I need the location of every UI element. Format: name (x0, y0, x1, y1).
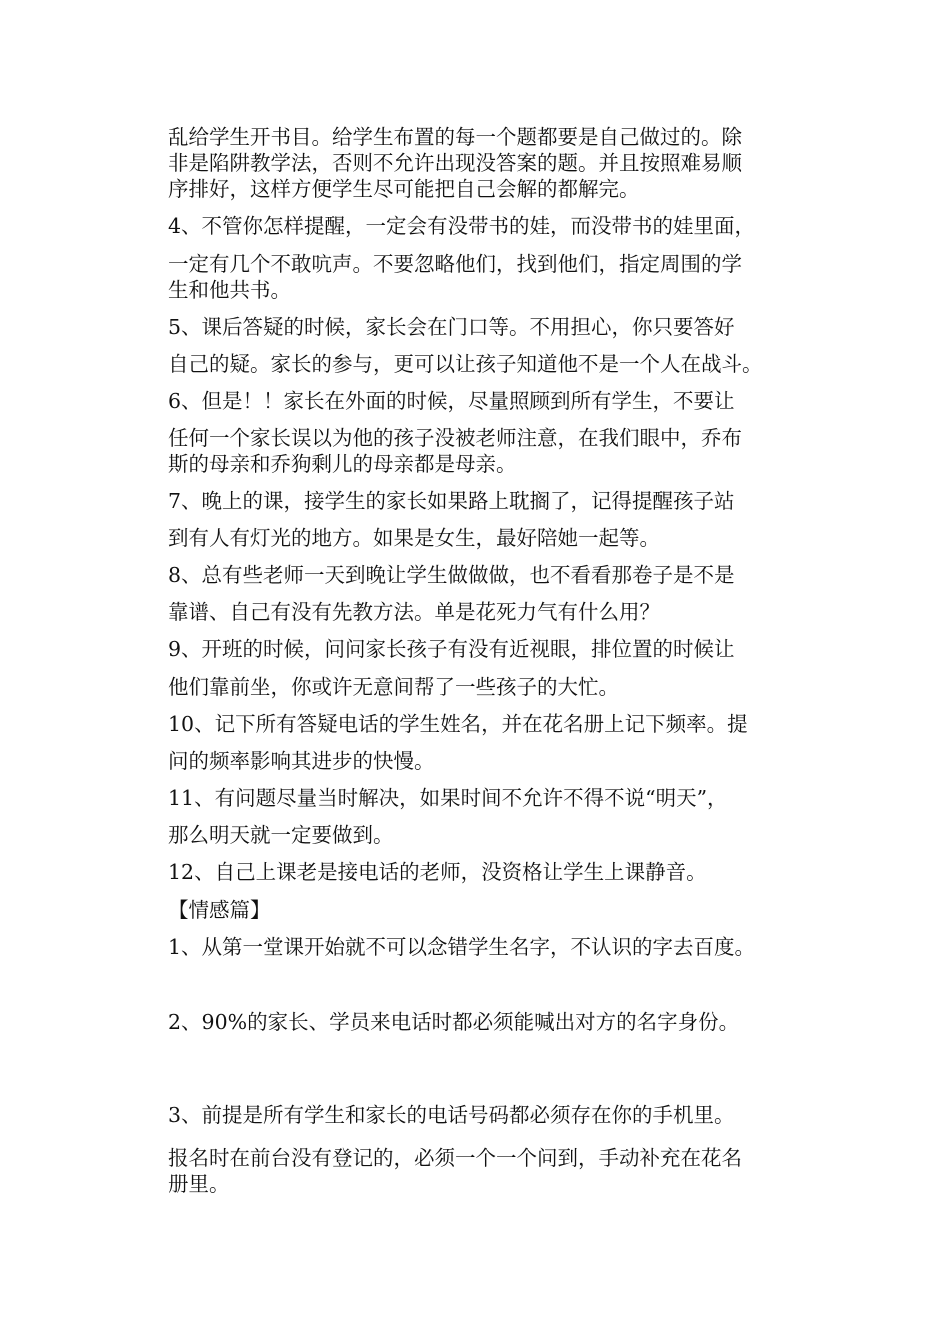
text-line: 生和他共书。 (168, 278, 291, 302)
text-line: 1、从第一堂课开始就不可以念错学生名字，不认识的字去百度。 (168, 935, 756, 959)
text-line: 10、记下所有答疑电话的学生姓名，并在花名册上记下频率。提 (168, 712, 748, 736)
text-line: 3、前提是所有学生和家长的电话号码都必须存在你的手机里。 (168, 1103, 735, 1127)
text-line: 12、自己上课老是接电话的老师，没资格让学生上课静音。 (168, 860, 707, 884)
text-line: 到有人有灯光的地方。如果是女生，最好陪她一起等。 (168, 526, 660, 550)
text-line: 报名时在前台没有登记的，必须一个一个问到，手动补充在花名 (168, 1146, 742, 1170)
text-line: 序排好，这样方便学生尽可能把自己会解的都解完。 (168, 177, 640, 201)
text-line: 2、90%的家长、学员来电话时都必须能喊出对方的名字身份。 (168, 1010, 740, 1034)
text-line: 一定有几个不敢吭声。不要忽略他们，找到他们，指定周围的学 (168, 252, 742, 276)
text-line: 那么明天就一定要做到。 (168, 823, 394, 847)
section-heading: 【情感篇】 (168, 898, 271, 922)
text-line: 册里。 (168, 1172, 230, 1196)
text-line: 问的频率影响其进步的快慢。 (168, 749, 435, 773)
text-line: 5、课后答疑的时候，家长会在门口等。不用担心，你只要答好 (168, 315, 735, 339)
text-line: 9、开班的时候，问问家长孩子有没有近视眼，排位置的时候让 (168, 637, 735, 661)
text-line: 7、晚上的课，接学生的家长如果路上耽搁了，记得提醒孩子站 (168, 489, 735, 513)
text-line: 自己的疑。家长的参与，更可以让孩子知道他不是一个人在战斗。 (168, 352, 763, 376)
text-line: 靠谱、自己有没有先教方法。单是花死力气有什么用？ (168, 600, 660, 624)
text-line: 8、总有些老师一天到晚让学生做做做，也不看看那卷子是不是 (168, 563, 735, 587)
text-line: 乱给学生开书目。给学生布置的每一个题都要是自己做过的。除 (168, 125, 742, 149)
text-line: 斯的母亲和乔狗剩儿的母亲都是母亲。 (168, 452, 517, 476)
text-line: 任何一个家长误以为他的孩子没被老师注意，在我们眼中，乔布 (168, 426, 742, 450)
text-line: 6、但是！！家长在外面的时候，尽量照顾到所有学生，不要让 (168, 389, 735, 413)
text-line: 他们靠前坐，你或许无意间帮了一些孩子的大忙。 (168, 675, 619, 699)
text-line: 11、有问题尽量当时解决，如果时间不允许不得不说“明天”， (168, 786, 728, 810)
text-line: 非是陷阱教学法，否则不允许出现没答案的题。并且按照难易顺 (168, 151, 742, 175)
text-line: 4、不管你怎样提醒，一定会有没带书的娃，而没带书的娃里面， (168, 214, 756, 238)
